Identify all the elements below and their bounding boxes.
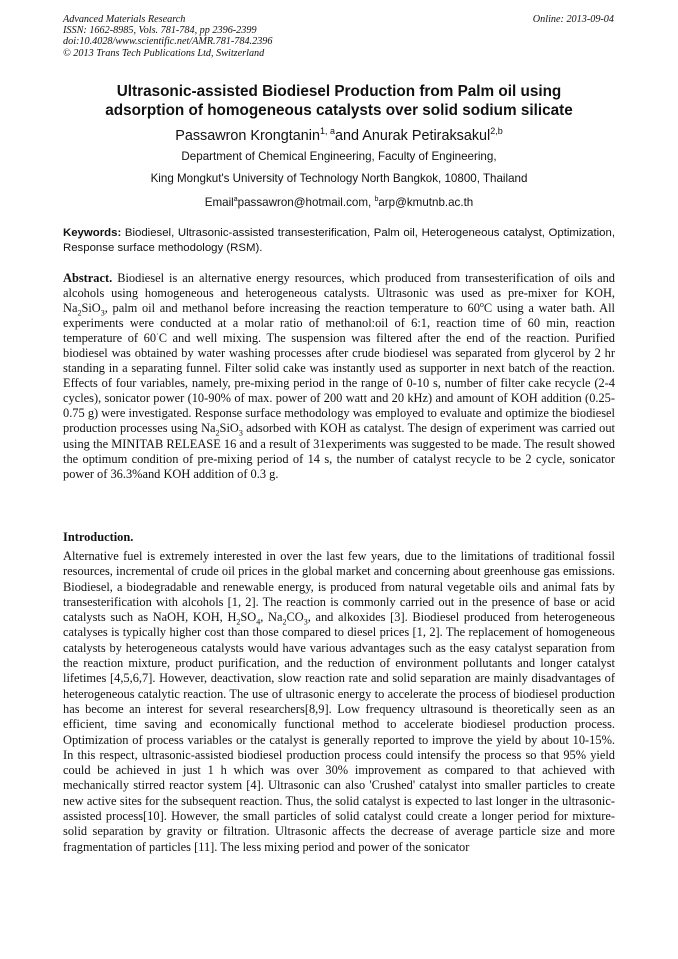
intro-part-5: , and alkoxides [3]. Biodiesel produced from heterogeneous catalyses is typically higher cost than those compared to diesel prices [1, 2]. The replacement of homogeneous catalysts by heterogeneous catalysts would have various advantages such as the easy catalyst separation from the reaction mixture, product purification, and the reduction of environment pollutants and longer catalyst lifetimes [4,5,6,7]. However, deactivation, slow reaction rate and solid separation are mainly disadvantages of heterogeneous catalytic reaction. The use of ultrasonic energy to accelerate the process of biodiesel production has become an interest for several researchers[8,9]. Low frequency ultrasound is theoretically seen as an efficient, time saving and economically functional method to accelerate biodiesel production process. Optimization of process variables or the catalyst is generally reported to improve the yield by about 10-15%. In this respect, ultrasonic-assisted biodiesel production process could intensify the process so that 95% yield could be achieved in just 1 h which was over 30% improvement as compared to that achieved with mechanically stirred reactor system [4]. Ultrasonic can also 'Crushed' catalyst into smaller particles to create new active sites for the subsequent reaction. Thus, the solid catalyst is expected to last longer in the ultrasonic-assisted process[10]. However, the small particles of solid catalyst could create a longer period for mixture-solid separation by gravity or filtration. Ultrasonic affects the decrease of average particle size and more fragmentation of particles [11]. The less mixing period and power of the sonicator <box>63 610 615 854</box>
title-line-1: Ultrasonic-assisted Biodiesel Production from Palm oil using <box>116 83 562 100</box>
abstract-part-6: SiO <box>219 421 239 436</box>
affiliation-line-2: King Mongkut's University of Technology North Bangkok, 10800, Thailand <box>150 172 528 185</box>
email-b: arp@kmutnb.ac.th <box>378 195 474 209</box>
author-and: and <box>335 127 360 144</box>
intro-sub-3: 3 <box>303 617 308 627</box>
introduction-paragraph <box>63 549 615 855</box>
paper-title <box>40 82 638 120</box>
intro-sub-2a: 2 <box>236 617 241 627</box>
abstract-part-5: C and well mixing. The suspension was filtered after the end of the reaction. Purified biodiesel was obtained by water washing processes after crude biodiesel was separated from glycerol by 2 hr standing in a separating funnel. Filter solid cake was instantly used as supporter in next batch of the reaction. Effects of four variables, namely, pre-mixing period in the range of 0-10 s, number of filter cake recycle (2-4 cycles), sonicator power (10-90% of max. power of 200 watt and 20 kHz) and amount of KOH addition (0.25-0.75 g) were investigated. Response surface methodology was employed to evaluate and optimize the biodiesel production processes using Na <box>63 331 615 436</box>
abstract-part-1: Biodiesel is an alternative energy resources, which produced from transesterification of oils and alcohols using homogeneous and heterogeneous catalysts. Ultrasonic was used as pre-mixer for KOH, Na <box>63 271 615 316</box>
abstract-sub-3b: 3 <box>238 428 243 438</box>
introduction-heading: Introduction. <box>63 530 134 544</box>
intro-part-4: CO <box>286 610 304 625</box>
abstract-label: Abstract. <box>63 271 113 285</box>
keywords-text: Biodiesel, Ultrasonic-assisted transesterification, Palm oil, Heterogeneous catalyst, Optimization, Response surface methodology (RSM). <box>63 227 615 254</box>
abstract-part-4: C using a water bath. All experiments were conducted at a molar ratio of methanol:oil of 6:1, reaction time of 60 min, reaction temperature of 60 <box>63 301 615 346</box>
affiliation-line-1: Department of Chemical Engineering, Faculty of Engineering, <box>181 150 497 163</box>
email-a: passawron@hotmail.com, <box>237 195 375 209</box>
title-line-2: adsorption of homogeneous catalysts over solid sodium silicate <box>105 102 573 119</box>
intro-part-2: SO <box>240 610 257 625</box>
abstract-degree-2: · <box>156 330 159 340</box>
keywords-paragraph <box>63 226 615 255</box>
intro-part-3: , Na <box>260 610 283 625</box>
journal-header <box>63 14 272 59</box>
issn-line: ISSN: 1662-8985, Vols. 781-784, pp 2396-2399 <box>63 25 257 37</box>
intro-sub-4: 4 <box>256 617 261 627</box>
abstract-sub-2b: 2 <box>215 428 220 438</box>
email-prefix: Email <box>204 195 234 209</box>
abstract-part-2: SiO <box>81 301 101 316</box>
journal-name: Advanced Materials Research <box>63 14 186 25</box>
intro-part-1: Alternative fuel is extremely interested in over the last few years, due to the limitations of traditional fossil resources, incremental of crude oil prices in the global market and concerning about greenhouse gas emissions. Biodiesel, a biodegradable and renewable energy, is produced from natural vegetable oils and animal fats by transesterification with alcohols [1, 2]. The reaction is commonly carried out in the presence of base or acid catalysts such as NaOH, KOH, H <box>63 549 615 625</box>
keywords-label: Keywords: <box>63 227 122 239</box>
abstract-part-3: , palm oil and methanol before increasing the reaction temperature to 60 <box>104 301 480 316</box>
email-line <box>40 193 638 210</box>
abstract-part-7: adsorbed with KOH as catalyst. The design of experiment was carried out using the MINITAB RELEASE 16 and a result of 31experiments was suggested to be made. The result showed the optimum condition of pre-mixing period of 14 s, the number of catalyst recycle to be 2 cycle, sonicator power of 36.3%and KOH addition of 0.3 g. <box>63 421 615 481</box>
intro-sub-2b: 2 <box>282 617 287 627</box>
author-1-sup: 1, a <box>320 126 336 136</box>
author-1: Passawron Krongtanin <box>175 127 321 144</box>
email-a-sup: a <box>233 196 238 203</box>
author-2: Anurak Petiraksakul <box>362 127 491 144</box>
author-2-sup: 2,b <box>490 126 503 136</box>
author-line <box>40 122 638 145</box>
email-b-sup: b <box>374 196 379 203</box>
online-date: Online: 2013-09-04 <box>532 14 614 25</box>
abstract-sub-3: 3 <box>100 308 105 318</box>
abstract-sub-2: 2 <box>77 308 82 318</box>
abstract-degree-1: o <box>479 299 484 309</box>
abstract-paragraph <box>63 271 615 482</box>
doi-line: doi:10.4028/www.scientific.net/AMR.781-784.2396 <box>63 36 273 48</box>
copyright-line: © 2013 Trans Tech Publications Ltd, Switzerland <box>63 47 265 59</box>
